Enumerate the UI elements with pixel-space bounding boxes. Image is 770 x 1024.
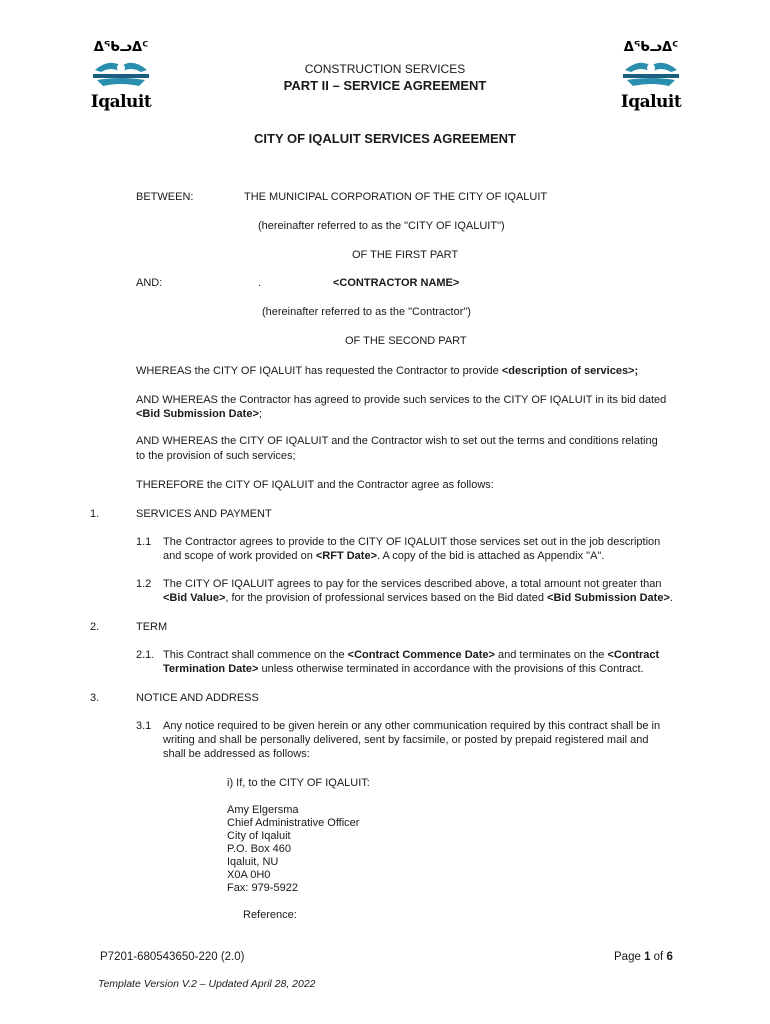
recital-2-line-1: AND WHEREAS the Contractor has agreed to provide such services to the CITY OF IQALUIT in its bid dated [136,394,667,406]
bid-value-field[interactable]: <Bid Value> [163,592,226,604]
recital-3-line-2: to the provision of such services; [136,450,296,462]
page-total: 6 [666,951,673,963]
clause-3-1-number: 3.1 [136,720,152,732]
contract-commence-date-field[interactable]: <Contract Commence Date> [347,649,495,661]
address-line: Amy Elgersma [227,804,299,816]
second-part-label: OF THE SECOND PART [345,335,467,347]
document-title: CITY OF IQALUIT SERVICES AGREEMENT [254,131,516,146]
section-1-title: SERVICES AND PAYMENT [136,508,272,520]
clause-2-1-text-end: unless otherwise terminated in accordance with the provisions of this Contract. [258,663,644,675]
section-3-title: NOTICE AND ADDRESS [136,692,259,704]
recital-1 [136,365,638,378]
address-line: Chief Administrative Officer [227,817,360,829]
first-party-name: THE MUNICIPAL CORPORATION OF THE CITY OF IQALUIT [244,191,548,203]
clause-1-1-line-1: The Contractor agrees to provide to the CITY OF IQALUIT those services set out in the job description [163,536,661,548]
bid-submission-date-field-2[interactable]: <Bid Submission Date> [547,592,670,604]
clause-1-2-end: . [669,592,673,604]
header-line-1: CONSTRUCTION SERVICES [304,62,466,76]
between-label: BETWEEN: [136,191,194,203]
page-label: Page [614,951,645,963]
clause-1-1-line-2 [163,550,604,563]
recital-2-line-2 [136,408,262,421]
clause-1-1-text-end: . A copy of the bid is attached as Appendix "A". [377,550,605,562]
address-line: Iqaluit, NU [227,856,279,868]
clause-1-2-line-1: The CITY OF IQALUIT agrees to pay for the services described above, a total amount not greater than [163,578,662,590]
rft-date-field[interactable]: <RFT Date> [315,550,378,562]
address-line: X0A 0H0 [227,869,271,881]
page-number: 1 [644,951,651,963]
clause-1-2-line-2 [163,592,673,605]
clause-3-1-line-3: shall be addressed as follows: [163,748,310,760]
clause-3-1-line-2: writing and shall be personally delivered, sent by facsimile, or posted by prepaid registered mail and [163,734,649,746]
first-party-reference: (hereinafter referred to as the "CITY OF IQALUIT") [258,220,505,232]
logo-name: Iqaluit [90,92,152,112]
clause-2-1-text: This Contract shall commence on the [163,649,348,661]
recital-3-line-1: AND WHEREAS the CITY OF IQALUIT and the Contractor wish to set out the terms and conditions relating [136,435,658,447]
first-part-label: OF THE FIRST PART [352,249,459,261]
and-label: AND: [136,277,163,289]
address-line: Fax: 979-5922 [227,882,298,894]
section-1-number: 1. [90,508,100,520]
logo-syllabics: ᐃᖃᓗᐃᑦ [623,40,679,55]
header-line-2: PART II – SERVICE AGREEMENT [283,78,487,93]
recital-1-text: WHEREAS the CITY OF IQALUIT has requested the Contractor to provide [136,365,502,377]
dot: . [258,277,262,289]
bid-submission-date-field[interactable]: <Bid Submission Date> [136,408,259,420]
page-of: of [650,951,667,963]
clause-1-1-text: and scope of work provided on [163,550,316,562]
clause-2-1-line-1 [163,649,659,662]
page-indicator [614,951,673,964]
address-line: P.O. Box 460 [227,843,292,855]
clause-1-2-number: 1.2 [136,578,152,590]
reference-label: Reference: [243,909,297,921]
recital-4: THEREFORE the CITY OF IQALUIT and the Contractor agree as follows: [136,479,494,491]
template-version: Template Version V.2 – Updated April 28, 2022 [98,978,316,990]
contractor-name-field[interactable]: <CONTRACTOR NAME> [333,277,460,289]
logo-syllabics: ᐃᖃᓗᐃᑦ [93,40,149,55]
logo-name: Iqaluit [620,92,682,112]
clause-2-1-text-mid: and terminates on the [494,649,608,661]
contract-termination-date-field[interactable]: <Contract [607,649,660,661]
clause-1-2-text: , for the provision of professional services based on the Bid dated [225,592,548,604]
address-line: City of Iqaluit [227,830,291,842]
description-of-services-field[interactable]: <description of services>; [501,365,639,377]
section-3-number: 3. [90,692,100,704]
contract-termination-date-field-cont[interactable]: Termination Date> [163,663,259,675]
second-party-reference: (hereinafter referred to as the "Contractor") [262,306,471,318]
section-2-title: TERM [136,621,168,633]
clause-1-1-number: 1.1 [136,536,152,548]
clause-2-1-line-2 [163,663,644,676]
document-id: P7201-680543650-220 (2.0) [100,951,245,963]
address-intro: i) If, to the CITY OF IQALUIT: [227,777,370,789]
recital-2-end: ; [258,408,262,420]
clause-3-1-line-1: Any notice required to be given herein or any other communication required by this contract shall be in [163,720,661,732]
section-2-number: 2. [90,621,100,633]
clause-2-1-number: 2.1. [136,649,155,661]
